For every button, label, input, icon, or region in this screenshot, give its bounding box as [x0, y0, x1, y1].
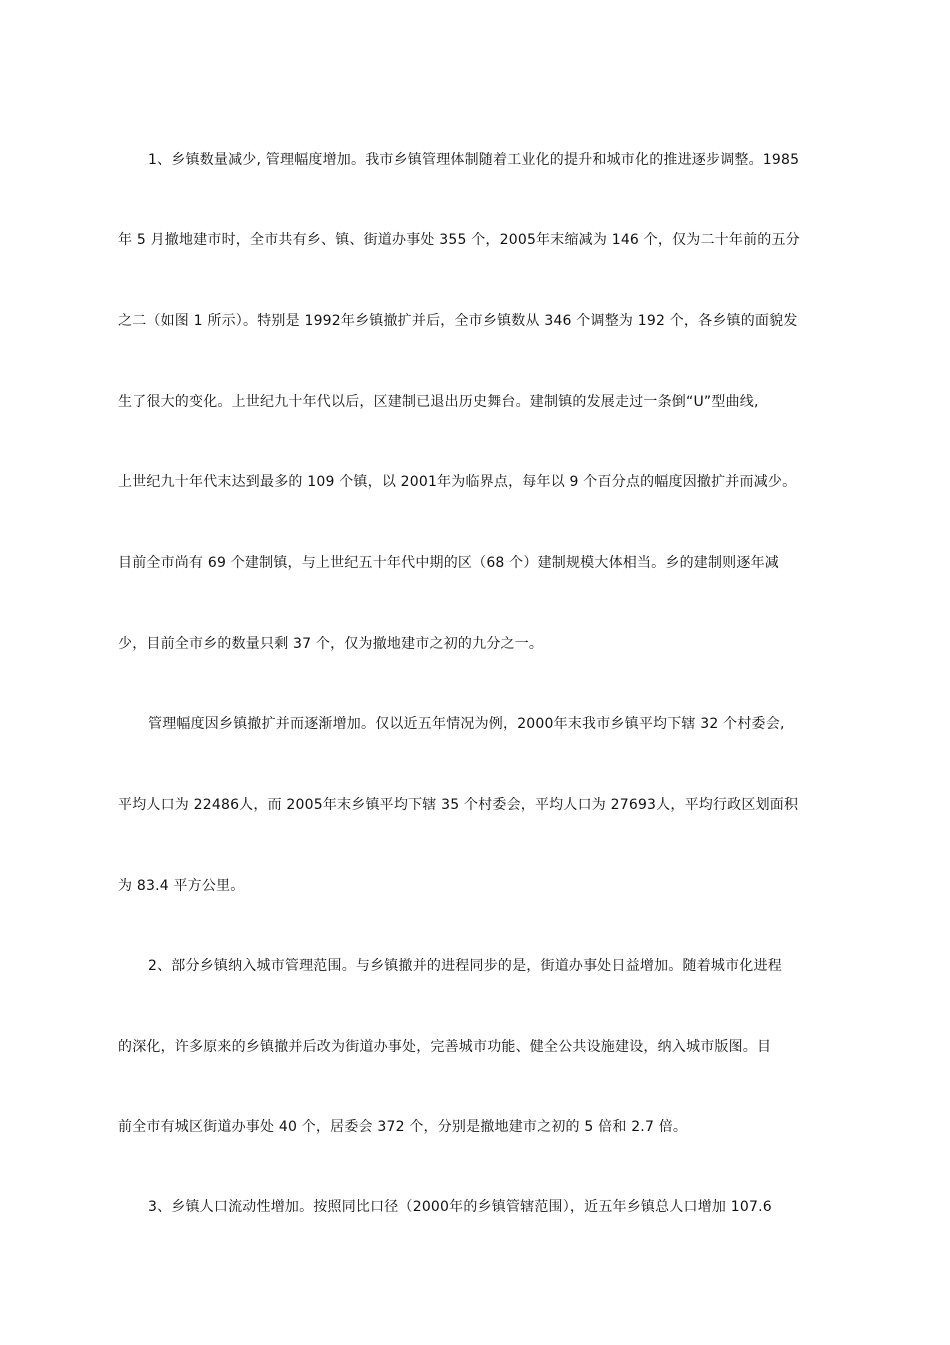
text-line: 生了很大的变化。上世纪九十年代以后，区建制已退出历史舞台。建制镇的发展走过一条倒“U”型曲线,	[118, 394, 759, 410]
text-line: 管理幅度因乡镇撤扩并而逐渐增加。仅以近五年情况为例，2000年末我市乡镇平均下辖 32 个村委会,	[148, 716, 785, 732]
text-line: 1、乡镇数量减少, 管理幅度增加。我市乡镇管理体制随着工业化的提升和城市化的推进逐步调整。1985	[148, 152, 800, 168]
text-line: 之二（如图 1 所示）。特别是 1992年乡镇撤扩并后，全市乡镇数从 346 个调整为 192 个，各乡镇的面貌发	[118, 313, 798, 329]
text-line: 年 5 月撤地建市时，全市共有乡、镇、街道办事处 355 个，2005年末缩减为 146 个，仅为二十年前的五分	[118, 232, 800, 248]
text-line: 平均人口为 22486人，而 2005年末乡镇平均下辖 35 个村委会，平均人口为 27693人，平均行政区划面积	[118, 797, 799, 813]
text-line: 前全市有城区街道办事处 40 个，居委会 372 个，分别是撤地建市之初的 5 倍和 2.7 倍。	[118, 1119, 688, 1135]
text-line: 少，目前全市乡的数量只剩 37 个，仅为撤地建市之初的九分之一。	[118, 636, 544, 652]
text-line: 目前全市尚有 69 个建制镇，与上世纪五十年代中期的区（68 个）建制规模大体相当。乡的建制则逐年减	[118, 555, 779, 571]
text-line: 为 83.4 平方公里。	[118, 878, 245, 894]
text-line: 上世纪九十年代末达到最多的 109 个镇，以 2001年为临界点，每年以 9 个百分点的幅度因撤扩并而减少。	[118, 474, 797, 490]
text-line: 2、部分乡镇纳入城市管理范围。与乡镇撤并的进程同步的是，街道办事处日益增加。随着城市化进程	[148, 958, 782, 974]
text-line: 3、乡镇人口流动性增加。按照同比口径（2000年的乡镇管辖范围），近五年乡镇总人口增加 107.6	[148, 1199, 772, 1215]
text-line: 的深化，许多原来的乡镇撤并后改为街道办事处，完善城市功能、健全公共设施建设，纳入城市版图。目	[118, 1039, 772, 1055]
